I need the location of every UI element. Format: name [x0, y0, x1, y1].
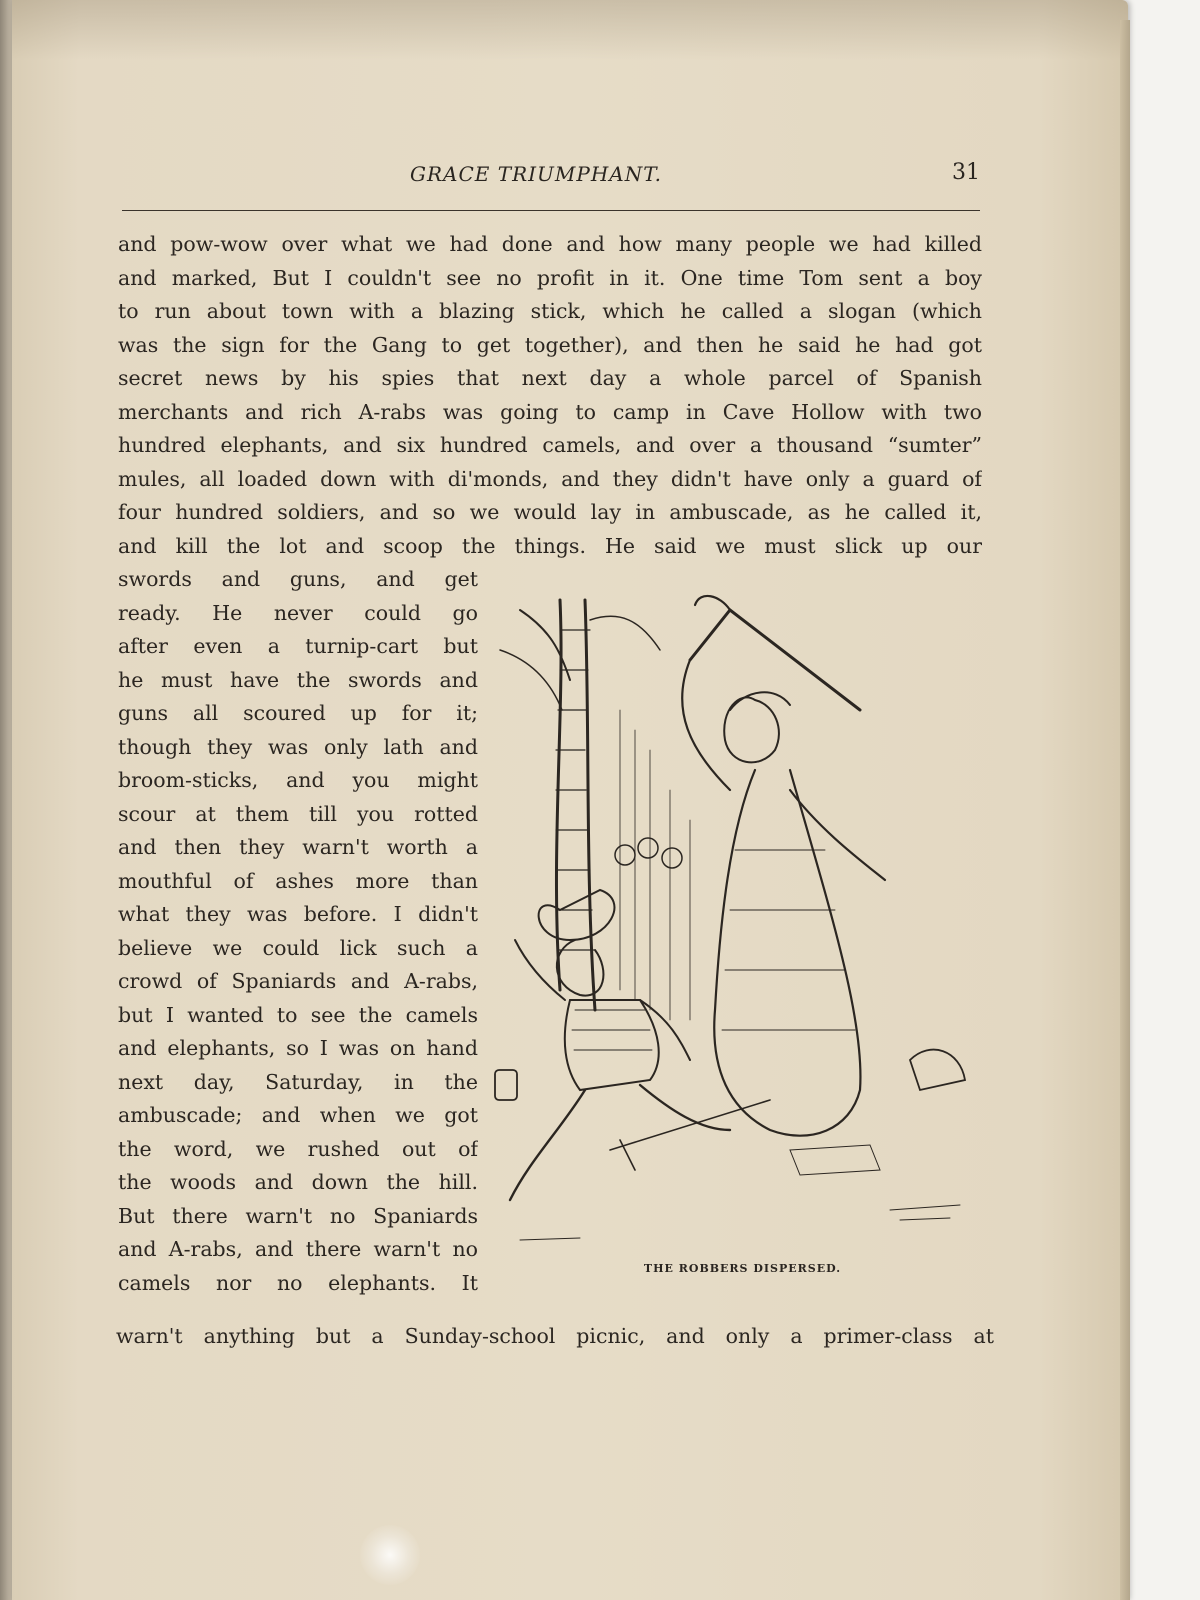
text-line: believe we could lick such a	[118, 935, 478, 960]
text-line: was the sign for the Gang to get together), and then he said he had got	[118, 332, 982, 357]
illustration-caption: THE ROBBERS DISPERSED.	[643, 1262, 842, 1275]
text-line: camels nor no elephants. It	[118, 1270, 478, 1295]
text-line: scour at them till you rotted	[118, 801, 478, 826]
text-line: and elephants, so I was on hand	[118, 1036, 478, 1060]
text-line: next day, Saturday, in the	[118, 1069, 478, 1094]
bottom-full-width-line	[116, 1320, 994, 1354]
text-line: and then they warn't worth a	[118, 835, 478, 859]
text-line: merchants and rich A-rabs was going to camp in Cave Hollow with two	[118, 399, 982, 424]
engraving-illustration	[490, 590, 995, 1270]
text-line: what they was before. I didn't	[118, 902, 478, 926]
text-line: hundred elephants, and six hundred camels, and over a thousand “sumter”	[118, 433, 982, 457]
text-line: the woods and down the hill.	[118, 1170, 478, 1194]
text-line: guns all scoured up for it;	[118, 701, 478, 725]
running-head	[110, 160, 980, 190]
text-line: after even a turnip-cart but	[118, 634, 478, 658]
text-line: and marked, But I couldn't see no profit in it. One time Tom sent a boy	[118, 265, 982, 290]
text-line: secret news by his spies that next day a whole parcel of Spanish	[118, 366, 982, 390]
text-line: ready. He never could go	[118, 600, 478, 625]
running-title: GRACE TRIUMPHANT.	[410, 162, 662, 186]
text-line: crowd of Spaniards and A-rabs,	[118, 969, 478, 993]
narrow-column-text	[118, 563, 478, 1300]
text-line: and kill the lot and scoop the things. He said we must slick up our	[118, 533, 982, 558]
text-line: and A-rabs, and there warn't no	[118, 1237, 478, 1261]
text-line: swords and guns, and get	[118, 567, 478, 591]
text-line: four hundred soldiers, and so we would lay in ambuscade, as he called it,	[118, 500, 982, 524]
text-line: mules, all loaded down with di'monds, and they didn't have only a guard of	[118, 466, 982, 491]
full-width-paragraph	[118, 228, 982, 563]
page-number: 31	[952, 160, 980, 185]
text-line: though they was only lath and	[118, 734, 478, 759]
text-line: he must have the swords and	[118, 667, 478, 692]
page-top-shading	[12, 0, 1128, 60]
paper-wear-spot	[360, 1525, 420, 1585]
text-line: the word, we rushed out of	[118, 1136, 478, 1161]
text-line: But there warn't no Spaniards	[118, 1203, 478, 1228]
page-right-edge	[1120, 20, 1130, 1600]
text-line: but I wanted to see the camels	[118, 1002, 478, 1027]
text-line: mouthful of ashes more than	[118, 868, 478, 893]
text-line: to run about town with a blazing stick, which he called a slogan (which	[118, 299, 982, 323]
text-line: and pow-wow over what we had done and how many people we had killed	[118, 232, 982, 256]
text-line: broom-sticks, and you might	[118, 768, 478, 792]
text-line: ambuscade; and when we got	[118, 1103, 478, 1127]
text-line: warn't anything but a Sunday-school picnic, and only a primer-class at	[116, 1324, 994, 1348]
header-rule	[122, 210, 980, 211]
